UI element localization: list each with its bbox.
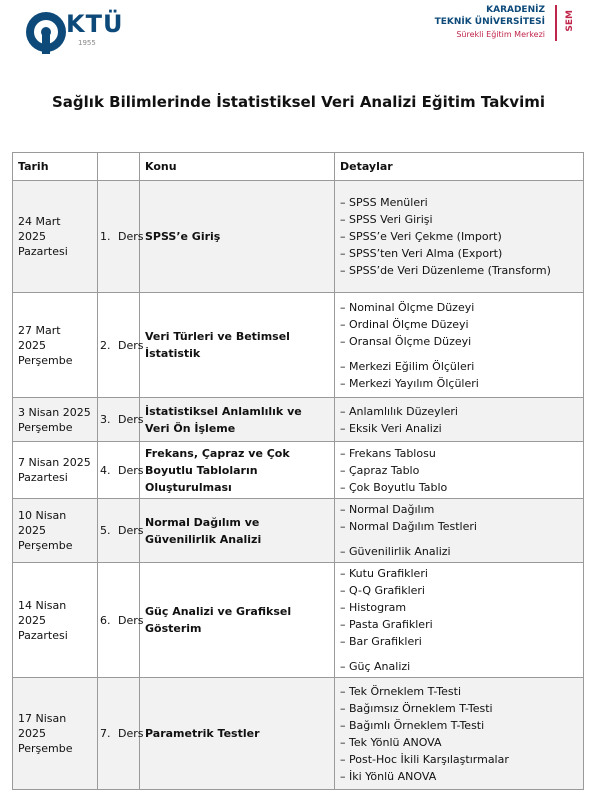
lesson-number: 3.: [100, 413, 111, 426]
topic-cell: SPSS’e Giriş: [140, 181, 335, 293]
details-item: – SPSS’de Veri Düzenleme (Transform): [340, 264, 551, 277]
details-cell: [335, 398, 584, 442]
date-cell: [13, 678, 98, 790]
date-text: 24 Mart 2025: [18, 215, 61, 243]
sem-logo-divider: [555, 5, 557, 41]
sem-logo-line1: KARADENİZ: [486, 5, 545, 15]
date-cell: [13, 499, 98, 563]
details-item: – Normal Dağılım: [340, 503, 435, 516]
details-item: – Bağımsız Örneklem T-Testi: [340, 701, 493, 715]
details-list: [340, 194, 578, 279]
sem-logo-line3: Sürekli Eğitim Merkezi: [456, 30, 545, 39]
details-item: – Merkezi Eğilim Ölçüleri: [340, 359, 475, 373]
topic-cell: Güç Analizi ve Grafiksel Gösterim: [140, 563, 335, 678]
ktu-logo-year: 1955: [78, 39, 96, 47]
day-text: Perşembe: [18, 353, 73, 367]
table-row: [13, 398, 584, 442]
lesson-cell: [98, 293, 144, 398]
lesson-number: 6.: [100, 613, 111, 627]
details-item: – Bağımlı Örneklem T-Testi: [340, 718, 485, 732]
date-text: 7 Nisan 2025: [18, 456, 91, 469]
table-header-row: [13, 153, 584, 181]
day-text: Perşembe: [18, 420, 73, 434]
table-row: [13, 499, 584, 563]
details-item: – Güç Analizi: [340, 660, 411, 673]
details-gap: [340, 350, 578, 358]
details-item: – Histogram: [340, 601, 407, 614]
date-cell: [13, 293, 98, 398]
sem-logo-vertical-text: SEM: [565, 10, 575, 32]
details-item: – Frekans Tablosu: [340, 446, 436, 460]
date-text: 3 Nisan 2025: [18, 405, 91, 419]
details-item: – Çok Boyutlu Tablo: [340, 480, 448, 494]
header-date: Tarih: [13, 153, 98, 181]
details-gap: [340, 535, 578, 543]
table-row: [13, 442, 584, 499]
topic-cell: Parametrik Testler: [140, 678, 335, 790]
topic-cell: İstatistiksel Anlamlılık ve Veri Ön İşleme: [140, 398, 335, 442]
page-title: Sağlık Bilimlerinde İstatistiksel Veri Analizi Eğitim Takvimi: [52, 93, 545, 111]
details-item: – Çapraz Tablo: [340, 463, 420, 477]
topic-cell: Normal Dağılım ve Güvenilirlik Analizi: [140, 499, 335, 563]
details-cell: [335, 442, 584, 499]
details-item: – Post-Hoc İkili Karşılaştırmalar: [340, 752, 509, 766]
lesson-number: 1.: [100, 230, 111, 243]
details-list: [340, 445, 578, 496]
table-row: [13, 293, 584, 398]
details-list: [340, 565, 578, 675]
lesson-cell: [98, 678, 144, 790]
lesson-label: Ders: [118, 727, 144, 740]
topic-cell: Veri Türleri ve Betimsel İstatistik: [140, 293, 335, 398]
lesson-cell: [98, 563, 144, 678]
table-row: [13, 678, 584, 790]
ktu-logo-text: KTÜ: [66, 10, 124, 38]
lesson-label: Ders: [118, 413, 144, 426]
details-cell: [335, 678, 584, 790]
lesson-label: Ders: [118, 524, 144, 537]
details-item: – Oransal Ölçme Düzeyi: [340, 334, 472, 348]
details-cell: [335, 181, 584, 293]
details-cell: [335, 499, 584, 563]
lesson-cell: [98, 499, 144, 563]
details-item: – Güvenilirlik Analizi: [340, 545, 451, 558]
lesson-number: 2.: [100, 338, 111, 352]
details-item: – Bar Grafikleri: [340, 635, 422, 648]
details-gap: [340, 650, 578, 658]
details-item: – SPSS’e Veri Çekme (Import): [340, 230, 502, 243]
details-cell: [335, 293, 584, 398]
details-item: – Nominal Ölçme Düzeyi: [340, 300, 475, 314]
lesson-number: 4.: [100, 463, 111, 477]
table-row: [13, 563, 584, 678]
date-text: 17 Nisan 2025: [18, 712, 67, 740]
day-text: Perşembe: [18, 539, 73, 552]
lesson-cell: [98, 442, 144, 499]
lesson-cell: [98, 181, 144, 293]
details-item: – SPSS Veri Girişi: [340, 213, 433, 226]
ktu-emblem-icon: [24, 10, 68, 54]
details-list: [340, 403, 578, 437]
details-list: [340, 683, 578, 785]
day-text: Perşembe: [18, 742, 73, 755]
topic-cell: Frekans, Çapraz ve Çok Boyutlu Tabloların Oluşturulması: [140, 442, 335, 499]
schedule-table: [12, 152, 584, 790]
header-details: Detaylar: [335, 153, 584, 181]
header-topic: Konu: [140, 153, 335, 181]
lesson-cell: [98, 398, 144, 442]
details-item: – Eksik Veri Analizi: [340, 421, 442, 435]
lesson-number: 7.: [100, 727, 111, 740]
date-cell: [13, 563, 98, 678]
date-cell: [13, 181, 98, 293]
lesson-number: 5.: [100, 524, 111, 537]
details-item: – Ordinal Ölçme Düzeyi: [340, 317, 469, 331]
details-item: – Q-Q Grafikleri: [340, 584, 425, 597]
day-text: Pazartesi: [18, 628, 68, 642]
lesson-label: Ders: [118, 613, 144, 627]
date-cell: [13, 398, 98, 442]
day-text: Pazartesi: [18, 471, 68, 484]
lesson-label: Ders: [118, 230, 144, 243]
lesson-label: Ders: [118, 463, 144, 477]
table-row: [13, 181, 584, 293]
date-cell: [13, 442, 98, 499]
details-item: – Normal Dağılım Testleri: [340, 520, 477, 533]
details-item: – Pasta Grafikleri: [340, 618, 433, 631]
day-text: Pazartesi: [18, 245, 68, 258]
lesson-label: Ders: [118, 338, 144, 352]
date-text: 27 Mart 2025: [18, 323, 61, 352]
date-text: 14 Nisan 2025: [18, 598, 67, 627]
sem-logo-line2: TEKNİK ÜNİVERSİTESİ: [434, 17, 545, 27]
details-list: [340, 501, 578, 560]
details-item: – Tek Yönlü ANOVA: [340, 735, 442, 749]
details-item: – SPSS Menüleri: [340, 196, 428, 209]
details-item: – Anlamlılık Düzeyleri: [340, 404, 458, 418]
header-lesson: [98, 153, 140, 181]
details-item: – Merkezi Yayılım Ölçüleri: [340, 376, 479, 390]
details-item: – İki Yönlü ANOVA: [340, 769, 437, 783]
details-item: – Tek Örneklem T-Testi: [340, 684, 461, 698]
date-text: 10 Nisan 2025: [18, 509, 67, 537]
details-list: [340, 299, 578, 392]
details-item: – SPSS’ten Veri Alma (Export): [340, 247, 503, 260]
details-item: – Kutu Grafikleri: [340, 567, 428, 580]
details-cell: [335, 563, 584, 678]
